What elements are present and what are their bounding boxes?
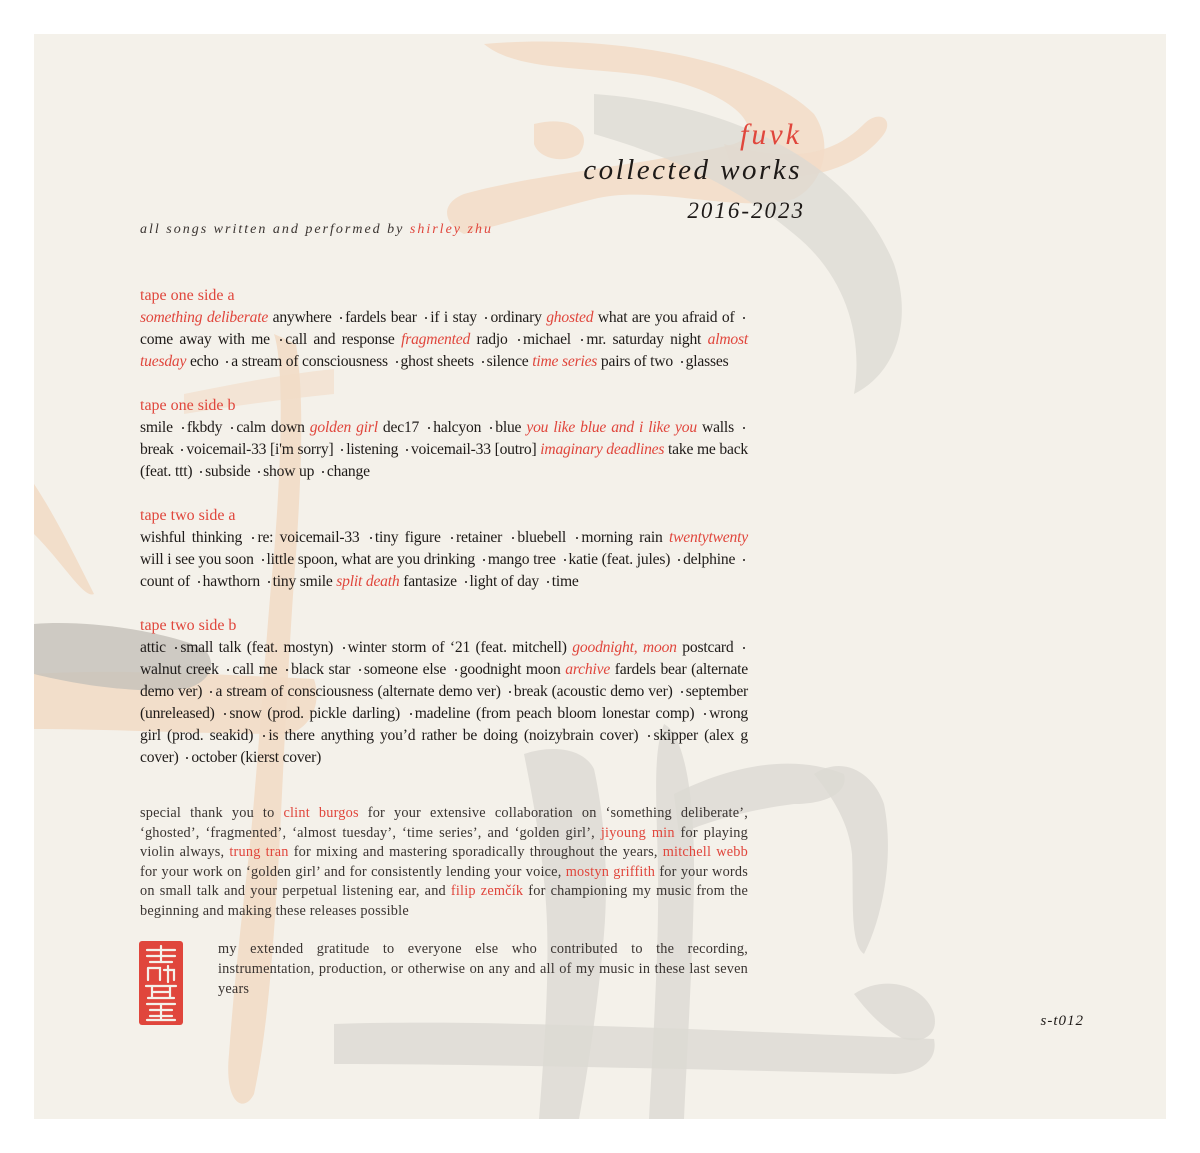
track-title: ghost sheets <box>400 353 474 370</box>
track-separator <box>743 427 745 429</box>
track-title: fantasize <box>403 573 457 590</box>
track-title: skipper (alex g cover) <box>140 727 748 766</box>
track-separator <box>268 581 270 583</box>
track-title: fardels bear <box>345 309 417 326</box>
side-tracks <box>140 417 748 483</box>
thanks-text: for championing my music from the beginning and making these releases possible <box>140 883 749 919</box>
side-tracks <box>140 307 748 373</box>
track-title: wrong girl (prod. seakid) <box>140 705 749 744</box>
album-sheet <box>34 34 1166 1119</box>
track-title: glasses <box>685 353 729 370</box>
credit-prefix: all songs written and performed by <box>140 222 405 237</box>
track-title: ordinary <box>490 309 542 326</box>
track-title: tiny figure <box>374 529 441 546</box>
track-title: echo <box>189 353 219 370</box>
artist-name: fuvk <box>740 118 802 151</box>
thanks-text: for your extensive collaboration on ‘something deliberate’, ‘ghosted’, ‘fragmented’, ‘almost tuesday’, ‘time series’, and ‘golden girl’, <box>140 805 748 841</box>
track-title: michael <box>522 331 571 348</box>
track-separator <box>512 537 514 539</box>
track-title: listening <box>346 441 399 458</box>
track-separator <box>425 317 427 319</box>
track-separator <box>322 471 324 473</box>
track-title: small talk (feat. mostyn) <box>180 639 334 656</box>
thanked-person: mostyn griffith <box>565 863 656 880</box>
track-separator <box>564 559 566 561</box>
track-separator <box>175 647 177 649</box>
track-separator <box>518 339 520 341</box>
track-separator <box>681 691 683 693</box>
track-separator <box>451 537 453 539</box>
track-title: blue <box>495 419 522 436</box>
tape-side <box>140 615 748 769</box>
track-separator <box>406 449 408 451</box>
track-title: is there anything you’d rather be doing (noizybrain cover) <box>268 727 639 744</box>
track-separator <box>410 713 412 715</box>
track-title: goodnight moon <box>459 661 561 678</box>
track-title: september (unreleased) <box>140 683 749 722</box>
highlighted-track-title: ghosted <box>546 309 594 326</box>
highlighted-track-title: goodnight, moon <box>572 639 677 656</box>
track-separator <box>226 361 228 363</box>
track-title: winter storm of ‘21 (feat. mitchell) <box>347 639 567 656</box>
track-separator <box>181 449 183 451</box>
thanked-person: jiyoung min <box>600 824 675 841</box>
track-separator <box>370 537 372 539</box>
album-years: 2016-2023 <box>687 198 805 223</box>
track-separator <box>743 559 745 561</box>
track-separator <box>704 713 706 715</box>
track-title: tiny smile <box>272 573 333 590</box>
highlighted-track-title: imaginary deadlines <box>540 441 665 458</box>
track-title: black star <box>291 661 351 678</box>
track-separator <box>743 317 745 319</box>
track-separator <box>482 361 484 363</box>
track-title: break <box>140 441 174 458</box>
track-title: smile <box>140 419 173 436</box>
track-title: take me back (feat. ttt) <box>140 441 749 480</box>
track-title: madeline (from peach bloom lonestar comp) <box>414 705 695 722</box>
track-title: count of <box>140 573 190 590</box>
track-separator <box>396 361 398 363</box>
track-title: little spoon, what are you drinking <box>266 551 476 568</box>
track-title: show up <box>263 463 315 480</box>
track-separator <box>186 757 188 759</box>
track-title: voicemail-33 [outro] <box>410 441 537 458</box>
highlighted-track-title: fragmented <box>401 331 471 348</box>
track-title: anywhere <box>272 309 332 326</box>
track-separator <box>509 691 511 693</box>
highlighted-track-title: time series <box>532 353 598 370</box>
track-separator <box>455 669 457 671</box>
tape-side <box>140 285 748 373</box>
highlighted-track-title: split death <box>336 573 400 590</box>
extended-gratitude: my extended gratitude to everyone else who contributed to the recording, instrumentation, production, or otherwise on any and all of my music in these last seven years <box>218 941 748 997</box>
track-separator <box>547 581 549 583</box>
track-separator <box>428 427 430 429</box>
track-separator <box>343 647 345 649</box>
track-title: a stream of consciousness (alternate demo ver) <box>215 683 501 700</box>
track-title: katie (feat. jules) <box>568 551 671 568</box>
track-title: wishful thinking <box>140 529 243 546</box>
track-separator <box>576 537 578 539</box>
thanks-text: for your work on ‘golden girl’ and for consistently lending your voice, <box>140 863 566 880</box>
thanked-person: filip zemčík <box>450 883 524 899</box>
track-title: hawthorn <box>202 573 260 590</box>
track-title: fkbdy <box>186 419 223 436</box>
tracklist <box>140 285 748 791</box>
track-title: re: voicemail-33 <box>257 529 360 546</box>
track-separator <box>231 427 233 429</box>
track-separator <box>359 669 361 671</box>
track-title: if i stay <box>430 309 477 326</box>
track-title: come away with me <box>140 331 270 348</box>
track-title: someone else <box>363 661 447 678</box>
thanks-text: for playing violin always, <box>140 824 749 860</box>
songwriter-credit <box>140 222 493 238</box>
track-separator <box>210 691 212 693</box>
thanked-person: mitchell webb <box>662 844 748 860</box>
track-title: fardels bear (alternate demo ver) <box>140 661 749 700</box>
track-separator <box>198 581 200 583</box>
highlighted-track-title: something deliberate <box>140 309 269 326</box>
track-separator <box>182 427 184 429</box>
side-tracks <box>140 637 748 769</box>
thanked-person: trung tran <box>229 844 289 860</box>
track-title: retainer <box>456 529 503 546</box>
special-thanks <box>140 804 748 921</box>
track-title: mr. saturday night <box>586 331 702 348</box>
tape-side <box>140 505 748 593</box>
track-title: snow (prod. pickle darling) <box>229 705 400 722</box>
track-separator <box>286 669 288 671</box>
track-title: halcyon <box>433 419 482 436</box>
thanked-person: clint burgos <box>283 805 359 821</box>
track-title: pairs of two <box>600 353 673 370</box>
thanks-text: for your words on small talk and your perpetual listening ear, and <box>140 863 749 899</box>
track-title: voicemail-33 [i'm sorry] <box>186 441 334 458</box>
side-title: tape two side b <box>140 617 237 634</box>
track-separator <box>252 537 254 539</box>
track-title: walnut creek <box>140 661 219 678</box>
track-title: break (acoustic demo ver) <box>513 683 673 700</box>
highlighted-track-title: archive <box>565 661 611 678</box>
thanks-text: for mixing and mastering sporadically throughout the years, <box>288 844 663 860</box>
track-title: attic <box>140 639 166 656</box>
track-separator <box>258 471 260 473</box>
track-title: what are you afraid of <box>597 309 735 326</box>
highlighted-track-title: you like blue and i like you <box>526 419 697 436</box>
album-title: collected works <box>583 154 802 186</box>
track-title: call me <box>232 661 278 678</box>
thanks-text: special thank you to <box>140 805 284 821</box>
track-title: subside <box>205 463 251 480</box>
track-separator <box>280 339 282 341</box>
track-separator <box>227 669 229 671</box>
track-title: october (kierst cover) <box>191 749 322 766</box>
track-title: radjo <box>476 331 508 348</box>
track-title: call and response <box>285 331 395 348</box>
track-separator <box>262 559 264 561</box>
track-title: calm down <box>236 419 305 436</box>
track-title: bluebell <box>517 529 567 546</box>
track-title: postcard <box>682 639 734 656</box>
track-title: silence <box>486 353 529 370</box>
track-title: morning rain <box>581 529 663 546</box>
catalog-number: s-t012 <box>1040 1013 1084 1029</box>
track-title: dec17 <box>382 419 420 436</box>
track-title: a stream of consciousness <box>231 353 388 370</box>
track-separator <box>581 339 583 341</box>
side-title: tape one side b <box>140 397 236 414</box>
track-separator <box>200 471 202 473</box>
track-separator <box>648 735 650 737</box>
track-title: mango tree <box>487 551 556 568</box>
tape-side <box>140 395 748 483</box>
track-title: light of day <box>469 573 540 590</box>
title-block <box>583 118 802 188</box>
track-title: will i see you soon <box>140 551 254 568</box>
track-separator <box>263 735 265 737</box>
side-tracks <box>140 527 748 593</box>
track-title: delphine <box>683 551 736 568</box>
track-separator <box>485 317 487 319</box>
track-separator <box>678 559 680 561</box>
side-title: tape one side a <box>140 287 235 304</box>
track-separator <box>490 427 492 429</box>
track-separator <box>465 581 467 583</box>
track-separator <box>341 449 343 451</box>
track-separator <box>224 713 226 715</box>
red-seal-stamp <box>138 940 184 1026</box>
track-separator <box>681 361 683 363</box>
credit-name: shirley zhu <box>409 222 493 237</box>
track-separator <box>340 317 342 319</box>
highlighted-track-title: almost tuesday <box>140 331 748 370</box>
track-title: time <box>551 573 579 590</box>
highlighted-track-title: golden girl <box>309 419 378 436</box>
highlighted-track-title: twentytwenty <box>668 529 748 546</box>
track-separator <box>483 559 485 561</box>
track-title: change <box>326 463 370 480</box>
track-separator <box>743 647 745 649</box>
side-title: tape two side a <box>140 507 236 524</box>
track-title: walls <box>702 419 734 436</box>
